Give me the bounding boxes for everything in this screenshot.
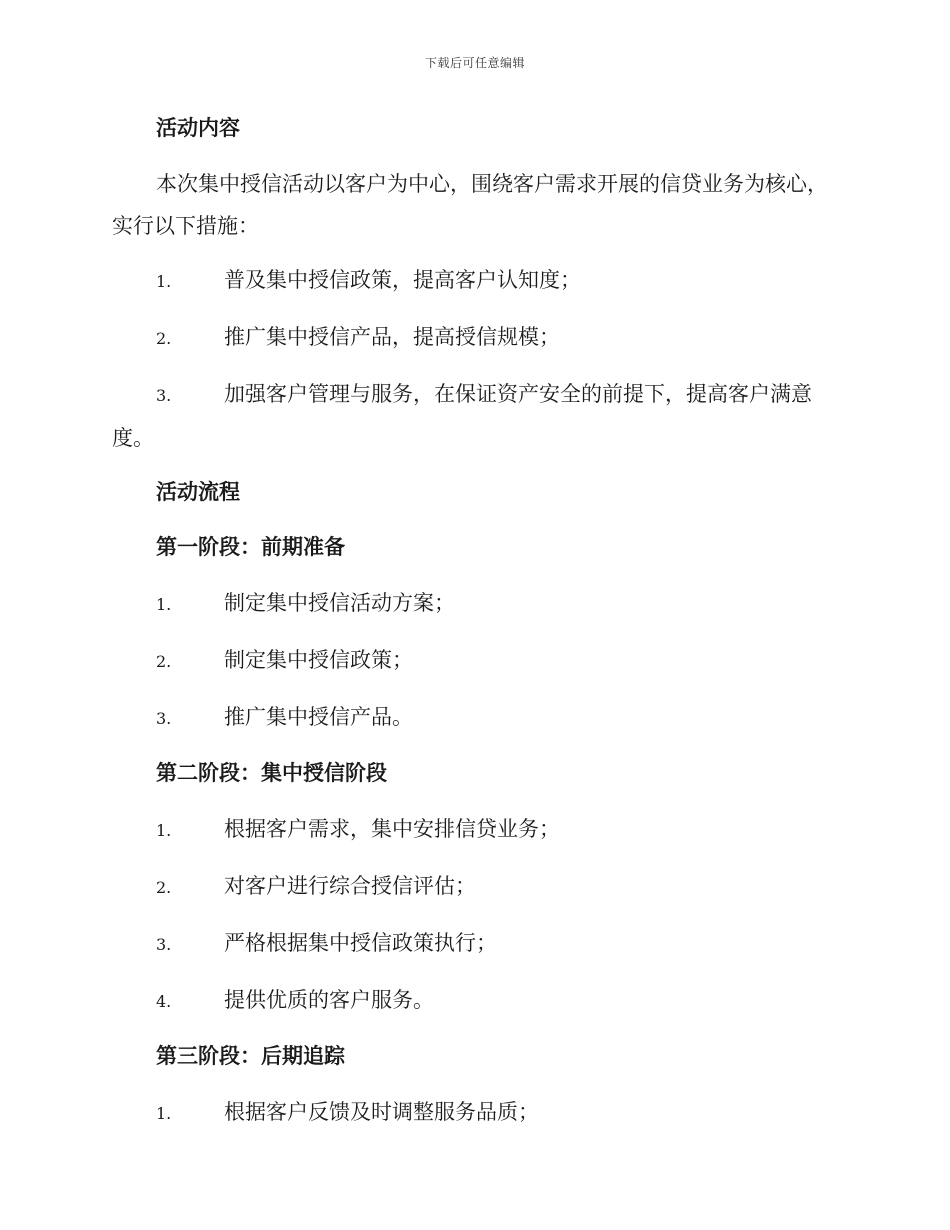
list-item-text: 推广集中授信产品，提高授信规模； (224, 325, 560, 349)
list-item-number: 4. (156, 992, 172, 1011)
list-item-text: 制定集中授信活动方案； (224, 591, 455, 615)
section-heading: 活动流程 (156, 480, 240, 504)
list-item-text: 普及集中授信政策，提高客户认知度； (224, 268, 581, 292)
section-heading: 第一阶段：前期准备 (156, 535, 345, 559)
list-item (112, 696, 838, 740)
list-item-number: 1. (156, 595, 172, 614)
list-item (112, 1091, 838, 1135)
list-item (112, 865, 838, 909)
list-item-number: 3. (156, 935, 172, 954)
list-item-number: 3. (156, 386, 172, 405)
list-item-number: 2. (156, 878, 172, 897)
section-heading: 第二阶段：集中授信阶段 (156, 761, 387, 785)
list-item (112, 316, 838, 360)
body-paragraph: 本次集中授信活动以客户为中心，围绕客户需求开展的信贷业务为核心，实行以下措施： (112, 172, 828, 238)
section-heading: 活动内容 (156, 116, 240, 140)
list-item-text: 推广集中授信产品。 (224, 705, 413, 729)
list-item-number: 1. (156, 1104, 172, 1123)
list-item-number: 2. (156, 652, 172, 671)
list-item (112, 922, 838, 966)
list-item (112, 808, 838, 852)
list-item-text: 制定集中授信政策； (224, 648, 413, 672)
list-item-text: 提供优质的客户服务。 (224, 988, 434, 1012)
list-item-number: 2. (156, 329, 172, 348)
list-item-number: 1. (156, 272, 172, 291)
list-item-text: 加强客户管理与服务，在保证资产安全的前提下，提高客户满意度。 (112, 382, 812, 450)
list-item-number: 3. (156, 709, 172, 728)
list-item-number: 1. (156, 821, 172, 840)
list-item (112, 259, 838, 303)
list-item-text: 根据客户需求，集中安排信贷业务； (224, 817, 560, 841)
document-body (112, 108, 838, 1148)
list-item-text: 对客户进行综合授信评估； (224, 874, 476, 898)
page-header: 下载后可任意编辑 (424, 56, 525, 70)
list-item-text: 根据客户反馈及时调整服务品质； (224, 1100, 539, 1124)
list-item-text: 严格根据集中授信政策执行； (224, 931, 497, 955)
list-item (112, 582, 838, 626)
list-item (112, 373, 838, 459)
section-heading: 第三阶段：后期追踪 (156, 1044, 345, 1068)
list-item (112, 639, 838, 683)
list-item (112, 979, 838, 1023)
